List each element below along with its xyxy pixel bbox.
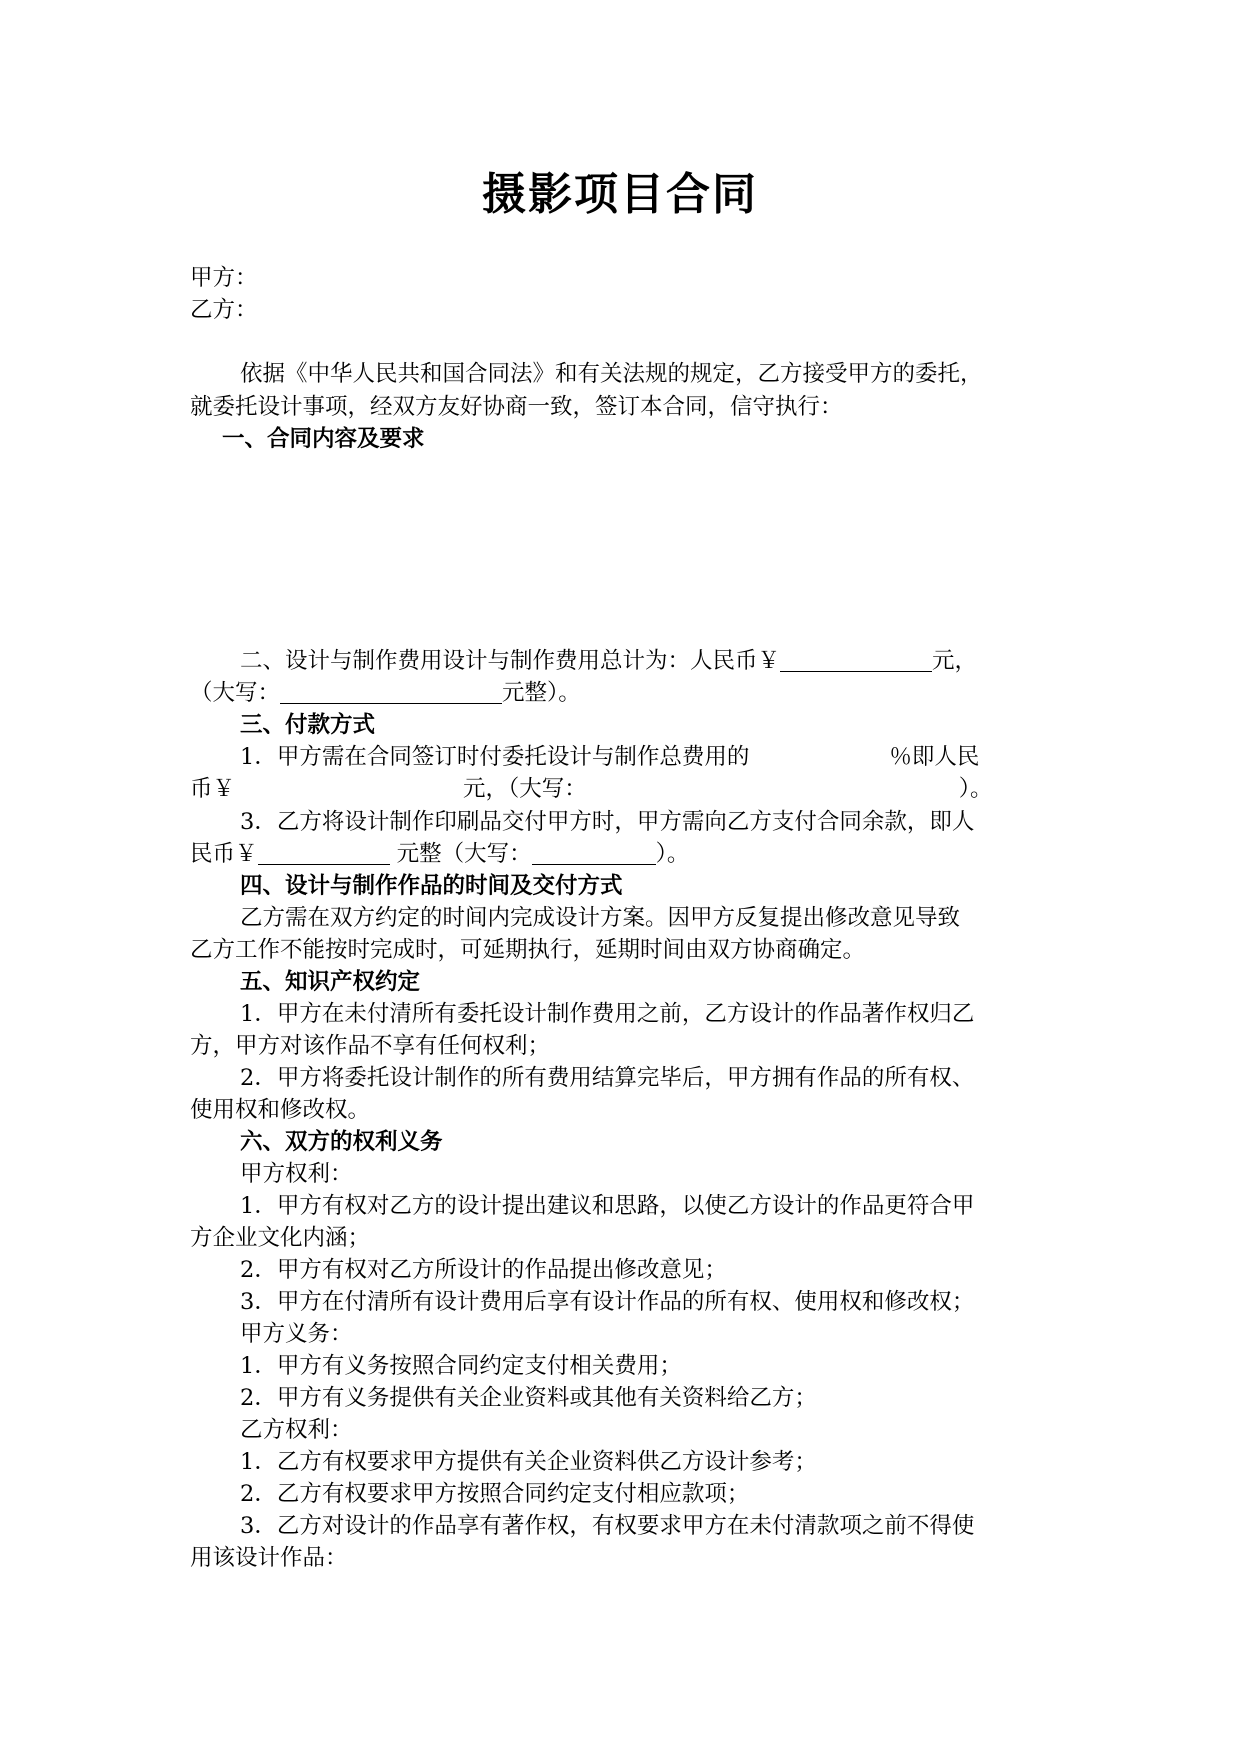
party-a-right-1-line-2: 方企业文化内涵； [190,1225,371,1251]
fee-yuan-suffix: 元， [932,648,978,674]
party-b-right-3-line-2: 用该设计作品： [190,1545,348,1571]
balance-capital-blank [532,842,656,865]
intro-line-2: 就委托设计事项，经双方友好协商一致，签订本合同，信守执行： [190,394,843,420]
party-b-right-1: 1．乙方有权要求甲方提供有关企业资料供乙方设计参考； [240,1449,817,1475]
ip-item-1-line-2: 方，甲方对该作品不享有任何权利； [190,1033,551,1059]
party-a-duty-2: 2．甲方有义务提供有关企业资料或其他有关资料给乙方； [240,1385,817,1411]
payment-item-1-line-1 [240,741,1060,773]
balance-close: ）。 [655,841,690,867]
ip-item-2-line-1: 2．甲方将委托设计制作的所有费用结算完毕后，甲方拥有作品的所有权、 [240,1065,975,1091]
party-a-duties-label: 甲方义务： [240,1321,353,1347]
party-a-right-1-line-1: 1．甲方有权对乙方的设计提出建议和思路，以使乙方设计的作品更符合甲 [240,1193,975,1219]
party-b-rights-label: 乙方权利： [240,1417,353,1443]
section-2-line-2 [190,677,1060,709]
payment-item-1-capital-label: 元，（大写： [463,776,587,802]
section-3-heading: 三、付款方式 [240,712,376,738]
fee-total-label: 二、设计与制作费用设计与制作费用总计为：人民币￥ [240,648,781,674]
section-4-line-1: 乙方需在双方约定的时间内完成设计方案。因甲方反复提出修改意见导致 [240,905,961,931]
payment-item-3-line-1: 3．乙方将设计制作印刷品交付甲方时，甲方需向乙方支付合同余款，即人 [240,809,975,835]
balance-currency-label: 民币￥ [190,841,258,867]
payment-item-1-text: 1．甲方需在合同签订时付委托设计与制作总费用的 [240,744,750,770]
section-1-heading: 一、合同内容及要求 [222,426,425,452]
fee-capital-label: （大写： [190,680,281,706]
party-a-duty-1: 1．甲方有义务按照合同约定支付相关费用； [240,1353,682,1379]
party-a-label: 甲方： [190,265,258,291]
section-6-heading: 六、双方的权利义务 [240,1129,443,1155]
payment-item-3-line-2 [190,838,1060,870]
intro-line-1: 依据《中华人民共和国合同法》和有关法规的规定，乙方接受甲方的委托， [240,361,983,387]
fee-amount-blank [780,649,932,672]
payment-item-1-currency: 币￥ [190,776,236,802]
ip-item-1-line-1: 1．甲方在未付清所有委托设计制作费用之前，乙方设计的作品著作权归乙 [240,1001,975,1027]
party-a-rights-label: 甲方权利： [240,1161,353,1187]
percent-suffix: ％即人民 [889,744,980,770]
fee-capital-suffix: 元整）。 [502,680,581,706]
section-4-line-2: 乙方工作不能按时完成时，可延期执行，延期时间由双方协商确定。 [190,937,866,963]
document-title: 摄影项目合同 [482,169,758,220]
section-2-line-1 [240,645,1060,677]
party-b-right-2: 2．乙方有权要求甲方按照合同约定支付相应款项； [240,1481,750,1507]
party-a-right-2: 2．甲方有权对乙方所设计的作品提出修改意见； [240,1257,727,1283]
section-4-heading: 四、设计与制作作品的时间及交付方式 [240,873,623,899]
balance-capital-label: 元整（大写： [389,841,532,867]
balance-amount-blank [258,842,390,865]
payment-item-1-line-2 [190,773,1060,805]
party-b-label: 乙方： [190,297,258,323]
ip-item-2-line-2: 使用权和修改权。 [190,1097,371,1123]
party-a-right-3: 3．甲方在付清所有设计费用后享有设计作品的所有权、使用权和修改权； [240,1289,975,1315]
section-5-heading: 五、知识产权约定 [240,969,421,995]
payment-item-1-close: ）。 [958,776,993,802]
fee-capital-blank [280,681,502,704]
party-b-right-3-line-1: 3．乙方对设计的作品享有著作权，有权要求甲方在未付清款项之前不得使 [240,1513,975,1539]
